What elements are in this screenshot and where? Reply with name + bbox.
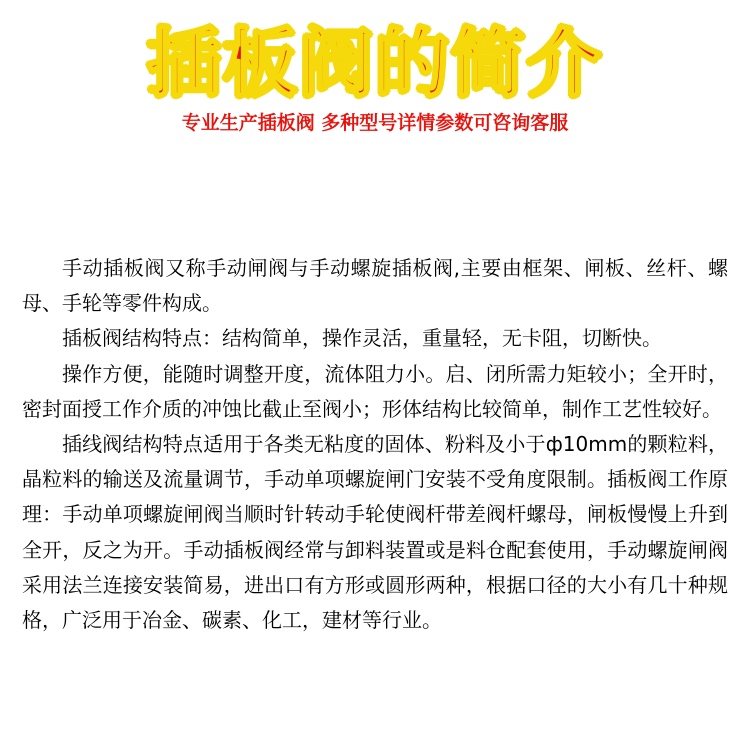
- paragraph-structure-features: 插板阀结构特点：结构简单，操作灵活，重量轻，无卡阻，切断快。: [62, 326, 662, 351]
- description-body: [22, 251, 728, 638]
- paragraph-intro: 手动插板阀又称手动闸阀与手动螺旋插板阀,主要由框架、闸板、丝杆、螺母、手轮等零件构成。: [22, 256, 728, 316]
- paragraph-operation: 操作方便，能随时调整开度，流体阻力小。启、闭所需力矩较小；全开时，密封面授工作介质的冲蚀比截止至阀小；形体结构比较简单，制作工艺性较好。: [22, 361, 728, 421]
- page-subtitle: 专业生产插板阀 多种型号详情参数可咨询客服: [181, 112, 569, 134]
- paragraph-application-principle: 插线阀结构特点适用于各类无粘度的固体、粉料及小于ф10mm的颗粒料，晶粒料的输送及流量调节，手动单项螺旋闸门安装不受角度限制。插板阀工作原理：手动单项螺旋闸阀当顺时针转动手轮使阀杆带差阀杆螺母，闸板慢慢上升到全开，反之为开。手动插板阀经常与卸料装置或是料仓配套使用，手动螺旋闸阀采用法兰连接安装简易，进出口有方形或圆形两种，根据口径的大小有几十种规格，广泛用于冶金、碳素、化工，建材等行业。: [22, 432, 728, 633]
- header: [0, 0, 750, 160]
- page-title: 插板阀的简介: [147, 21, 603, 107]
